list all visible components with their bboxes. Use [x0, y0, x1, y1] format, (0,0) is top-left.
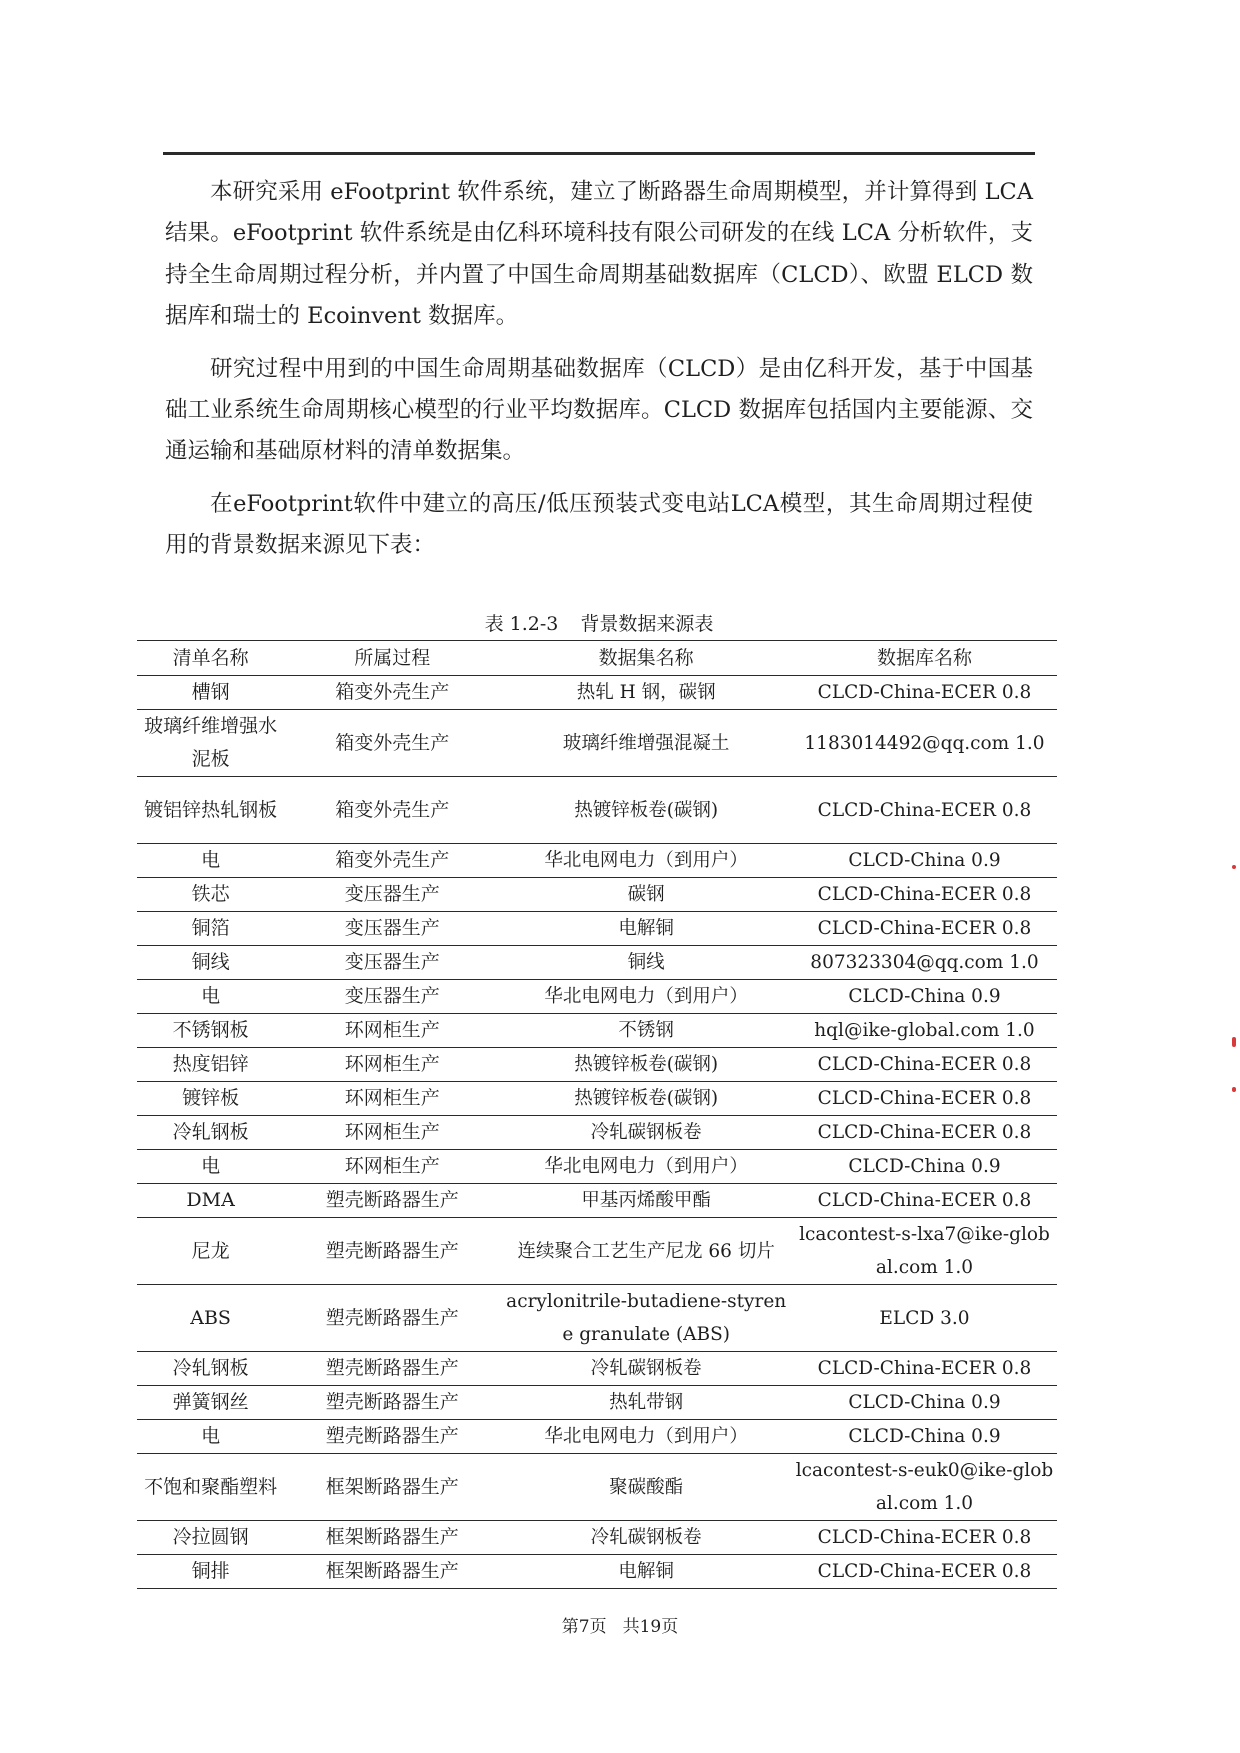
inventory-name-cell: 尼龙	[191, 1239, 230, 1262]
process-cell: 箱变外壳生产	[335, 681, 450, 703]
table-caption	[165, 612, 1033, 636]
paragraph-table-intro: 在eFootprint软件中建立的高压/低压预装式变电站LCA模型，其生命周期过程使用的背景数据来源见下表：	[165, 490, 1033, 559]
inventory-name-cell: 电	[201, 1425, 221, 1447]
table-row	[137, 710, 1057, 777]
database-name-cell: CLCD-China-ECER 0.8	[817, 1358, 1032, 1379]
inventory-name-cell: 不锈钢板	[172, 1019, 249, 1041]
database-name-cell: CLCD-China-ECER 0.8	[817, 1527, 1032, 1548]
database-name-cell: CLCD-China-ECER 0.8	[817, 682, 1032, 703]
inventory-name-cell: DMA	[186, 1189, 235, 1211]
table-row	[137, 1082, 1057, 1116]
header-cell-inventory-name: 清单名称	[172, 646, 249, 669]
dataset-name-cell: 连续聚合工艺生产尼龙 66 切片	[517, 1240, 775, 1262]
inventory-name-cell: 玻璃纤维增强水泥板	[144, 715, 278, 770]
page-total: 共19页	[622, 1617, 679, 1637]
dataset-name-cell: 热轧 H 钢，碳钢	[576, 682, 716, 703]
inventory-name-cell: 槽钢	[191, 681, 230, 703]
database-name-cell: CLCD-China 0.9	[848, 1392, 1001, 1413]
inventory-name-cell: 冷轧钢板	[172, 1357, 249, 1379]
table-row	[137, 1150, 1057, 1184]
inventory-name-cell: 电	[201, 1155, 221, 1177]
paragraph-clcd: 研究过程中用到的中国生命周期基础数据库（CLCD）是由亿科开发，基于中国基础工业系统生命周期核心模型的行业平均数据库。CLCD 数据库包括国内主要能源、交通运输和基础原材料的清单数据集。	[165, 355, 1033, 465]
database-name-cell: CLCD-China-ECER 0.8	[817, 884, 1032, 905]
header-cell-dataset-name: 数据集名称	[598, 646, 694, 669]
dataset-name-cell: 碳钢	[627, 884, 665, 905]
process-cell: 塑壳断路器生产	[325, 1189, 459, 1211]
table-row	[137, 844, 1057, 878]
table-row	[137, 1285, 1057, 1352]
table-row	[137, 1420, 1057, 1454]
process-cell: 箱变外壳生产	[335, 849, 450, 871]
process-cell: 变压器生产	[344, 985, 440, 1007]
dataset-name-cell: 华北电网电力（到用户）	[544, 1156, 748, 1177]
process-cell: 变压器生产	[344, 917, 440, 939]
edge-mark-top	[1232, 865, 1236, 869]
inventory-name-cell: 镀铝锌热轧钢板	[144, 798, 278, 821]
dataset-name-cell: 铜线	[627, 952, 665, 973]
inventory-name-cell: 铜线	[191, 951, 230, 973]
table-row	[137, 1555, 1057, 1588]
table-row	[137, 1218, 1057, 1285]
database-name-cell: 807323304@qq.com 1.0	[810, 952, 1039, 973]
background-data-table	[137, 640, 1057, 1589]
database-name-cell: 1183014492@qq.com 1.0	[804, 732, 1045, 754]
dataset-name-cell: 冷轧碳钢板卷	[590, 1527, 702, 1548]
inventory-name-cell: 电	[201, 849, 221, 871]
database-name-cell: CLCD-China-ECER 0.8	[817, 799, 1032, 821]
header-cell-process: 所属过程	[354, 646, 431, 669]
process-cell: 框架断路器生产	[325, 1526, 459, 1548]
process-cell: 塑壳断路器生产	[325, 1357, 459, 1379]
dataset-name-cell: 热镀锌板卷(碳钢)	[574, 799, 719, 821]
process-cell: 环网柜生产	[344, 1155, 440, 1177]
dataset-name-cell: 不锈钢	[618, 1020, 674, 1041]
dataset-name-cell: 华北电网电力（到用户）	[544, 850, 748, 871]
table-row	[137, 777, 1057, 844]
paragraph-efootprint: 本研究采用 eFootprint 软件系统，建立了断路器生命周期模型，并计算得到 LCA 结果。eFootprint 软件系统是由亿科环境科技有限公司研发的在线 LCA 分析软件，支持全生命周期过程分析，并内置了中国生命周期基础数据库（CLCD）、欧盟 ELCD 数据库和瑞士的 Ecoinvent 数据库。	[165, 179, 1033, 330]
process-cell: 变压器生产	[344, 883, 440, 905]
database-name-cell: CLCD-China-ECER 0.8	[817, 1190, 1032, 1211]
process-cell: 塑壳断路器生产	[325, 1306, 459, 1329]
database-name-cell: CLCD-China 0.9	[848, 850, 1001, 871]
table-row	[137, 1521, 1057, 1555]
database-name-cell: CLCD-China 0.9	[848, 1156, 1001, 1177]
inventory-name-cell: 冷轧钢板	[172, 1121, 249, 1143]
table-caption-number: 表 1.2-3	[484, 613, 559, 635]
dataset-name-cell: 华北电网电力（到用户）	[544, 986, 748, 1007]
inventory-name-cell: 冷拉圆钢	[172, 1526, 249, 1548]
inventory-name-cell: 铁芯	[191, 883, 230, 905]
table-row	[137, 980, 1057, 1014]
process-cell: 环网柜生产	[344, 1053, 440, 1075]
process-cell: 塑壳断路器生产	[325, 1391, 459, 1413]
dataset-name-cell: 电解铜	[618, 918, 674, 939]
dataset-name-cell: 热镀锌板卷(碳钢)	[574, 1054, 719, 1075]
page-footer	[0, 1612, 1240, 1637]
dataset-name-cell: 玻璃纤维增强混凝土	[562, 732, 730, 754]
process-cell: 塑壳断路器生产	[325, 1239, 459, 1262]
database-name-cell: CLCD-China-ECER 0.8	[817, 918, 1032, 939]
table-caption-title: 背景数据来源表	[580, 613, 714, 635]
inventory-name-cell: ABS	[190, 1306, 231, 1329]
database-name-cell: CLCD-China 0.9	[848, 1426, 1001, 1447]
inventory-name-cell: 铜排	[191, 1560, 230, 1582]
dataset-name-cell: 电解铜	[618, 1561, 674, 1582]
header-rule	[163, 152, 1035, 155]
database-name-cell: hql@ike-global.com 1.0	[814, 1020, 1035, 1041]
dataset-name-cell: acrylonitrile-butadiene-styrene granulate (ABS)	[506, 1291, 787, 1345]
inventory-name-cell: 不饱和聚酯塑料	[144, 1475, 278, 1498]
database-name-cell: ELCD 3.0	[879, 1307, 970, 1329]
table-row	[137, 1386, 1057, 1420]
table-row	[137, 676, 1057, 710]
body-text	[165, 172, 1033, 578]
process-cell: 环网柜生产	[344, 1019, 440, 1041]
table-row	[137, 1048, 1057, 1082]
database-name-cell: CLCD-China-ECER 0.8	[817, 1088, 1032, 1109]
database-name-cell: CLCD-China-ECER 0.8	[817, 1054, 1032, 1075]
edge-mark-bottom	[1232, 1087, 1236, 1092]
table-row	[137, 1014, 1057, 1048]
process-cell: 箱变外壳生产	[335, 731, 450, 754]
dataset-name-cell: 华北电网电力（到用户）	[544, 1426, 748, 1447]
table-row	[137, 1454, 1057, 1521]
table-row	[137, 878, 1057, 912]
table-row	[137, 1116, 1057, 1150]
inventory-name-cell: 镀锌板	[182, 1087, 240, 1109]
process-cell: 框架断路器生产	[325, 1560, 459, 1582]
process-cell: 环网柜生产	[344, 1121, 440, 1143]
process-cell: 塑壳断路器生产	[325, 1425, 459, 1447]
table-header-row	[137, 641, 1057, 676]
inventory-name-cell: 铜箔	[191, 917, 230, 939]
inventory-name-cell: 弹簧钢丝	[172, 1391, 249, 1413]
table-row	[137, 912, 1057, 946]
header-cell-database-name: 数据库名称	[876, 646, 972, 669]
dataset-name-cell: 甲基丙烯酸甲酯	[581, 1190, 711, 1211]
inventory-name-cell: 热度铝锌	[172, 1053, 249, 1075]
process-cell: 框架断路器生产	[325, 1475, 459, 1498]
table-row	[137, 1184, 1057, 1218]
dataset-name-cell: 聚碳酸酯	[609, 1476, 684, 1498]
inventory-name-cell: 电	[201, 985, 221, 1007]
database-name-cell: CLCD-China-ECER 0.8	[817, 1122, 1032, 1143]
table-row	[137, 1352, 1057, 1386]
dataset-name-cell: 冷轧碳钢板卷	[590, 1358, 702, 1379]
table-row	[137, 946, 1057, 980]
edge-mark-middle	[1232, 1037, 1236, 1047]
process-cell: 环网柜生产	[344, 1087, 440, 1109]
dataset-name-cell: 热镀锌板卷(碳钢)	[574, 1088, 719, 1109]
page-number: 第7页	[561, 1617, 607, 1637]
database-name-cell: lcacontest-s-lxa7@ike-global.com 1.0	[799, 1224, 1050, 1278]
database-name-cell: CLCD-China 0.9	[848, 986, 1001, 1007]
process-cell: 箱变外壳生产	[335, 798, 450, 821]
database-name-cell: lcacontest-s-euk0@ike-global.com 1.0	[795, 1460, 1054, 1514]
table-body	[137, 676, 1057, 1588]
database-name-cell: CLCD-China-ECER 0.8	[817, 1561, 1032, 1582]
dataset-name-cell: 冷轧碳钢板卷	[590, 1122, 702, 1143]
process-cell: 变压器生产	[344, 951, 440, 973]
dataset-name-cell: 热轧带钢	[609, 1392, 684, 1413]
